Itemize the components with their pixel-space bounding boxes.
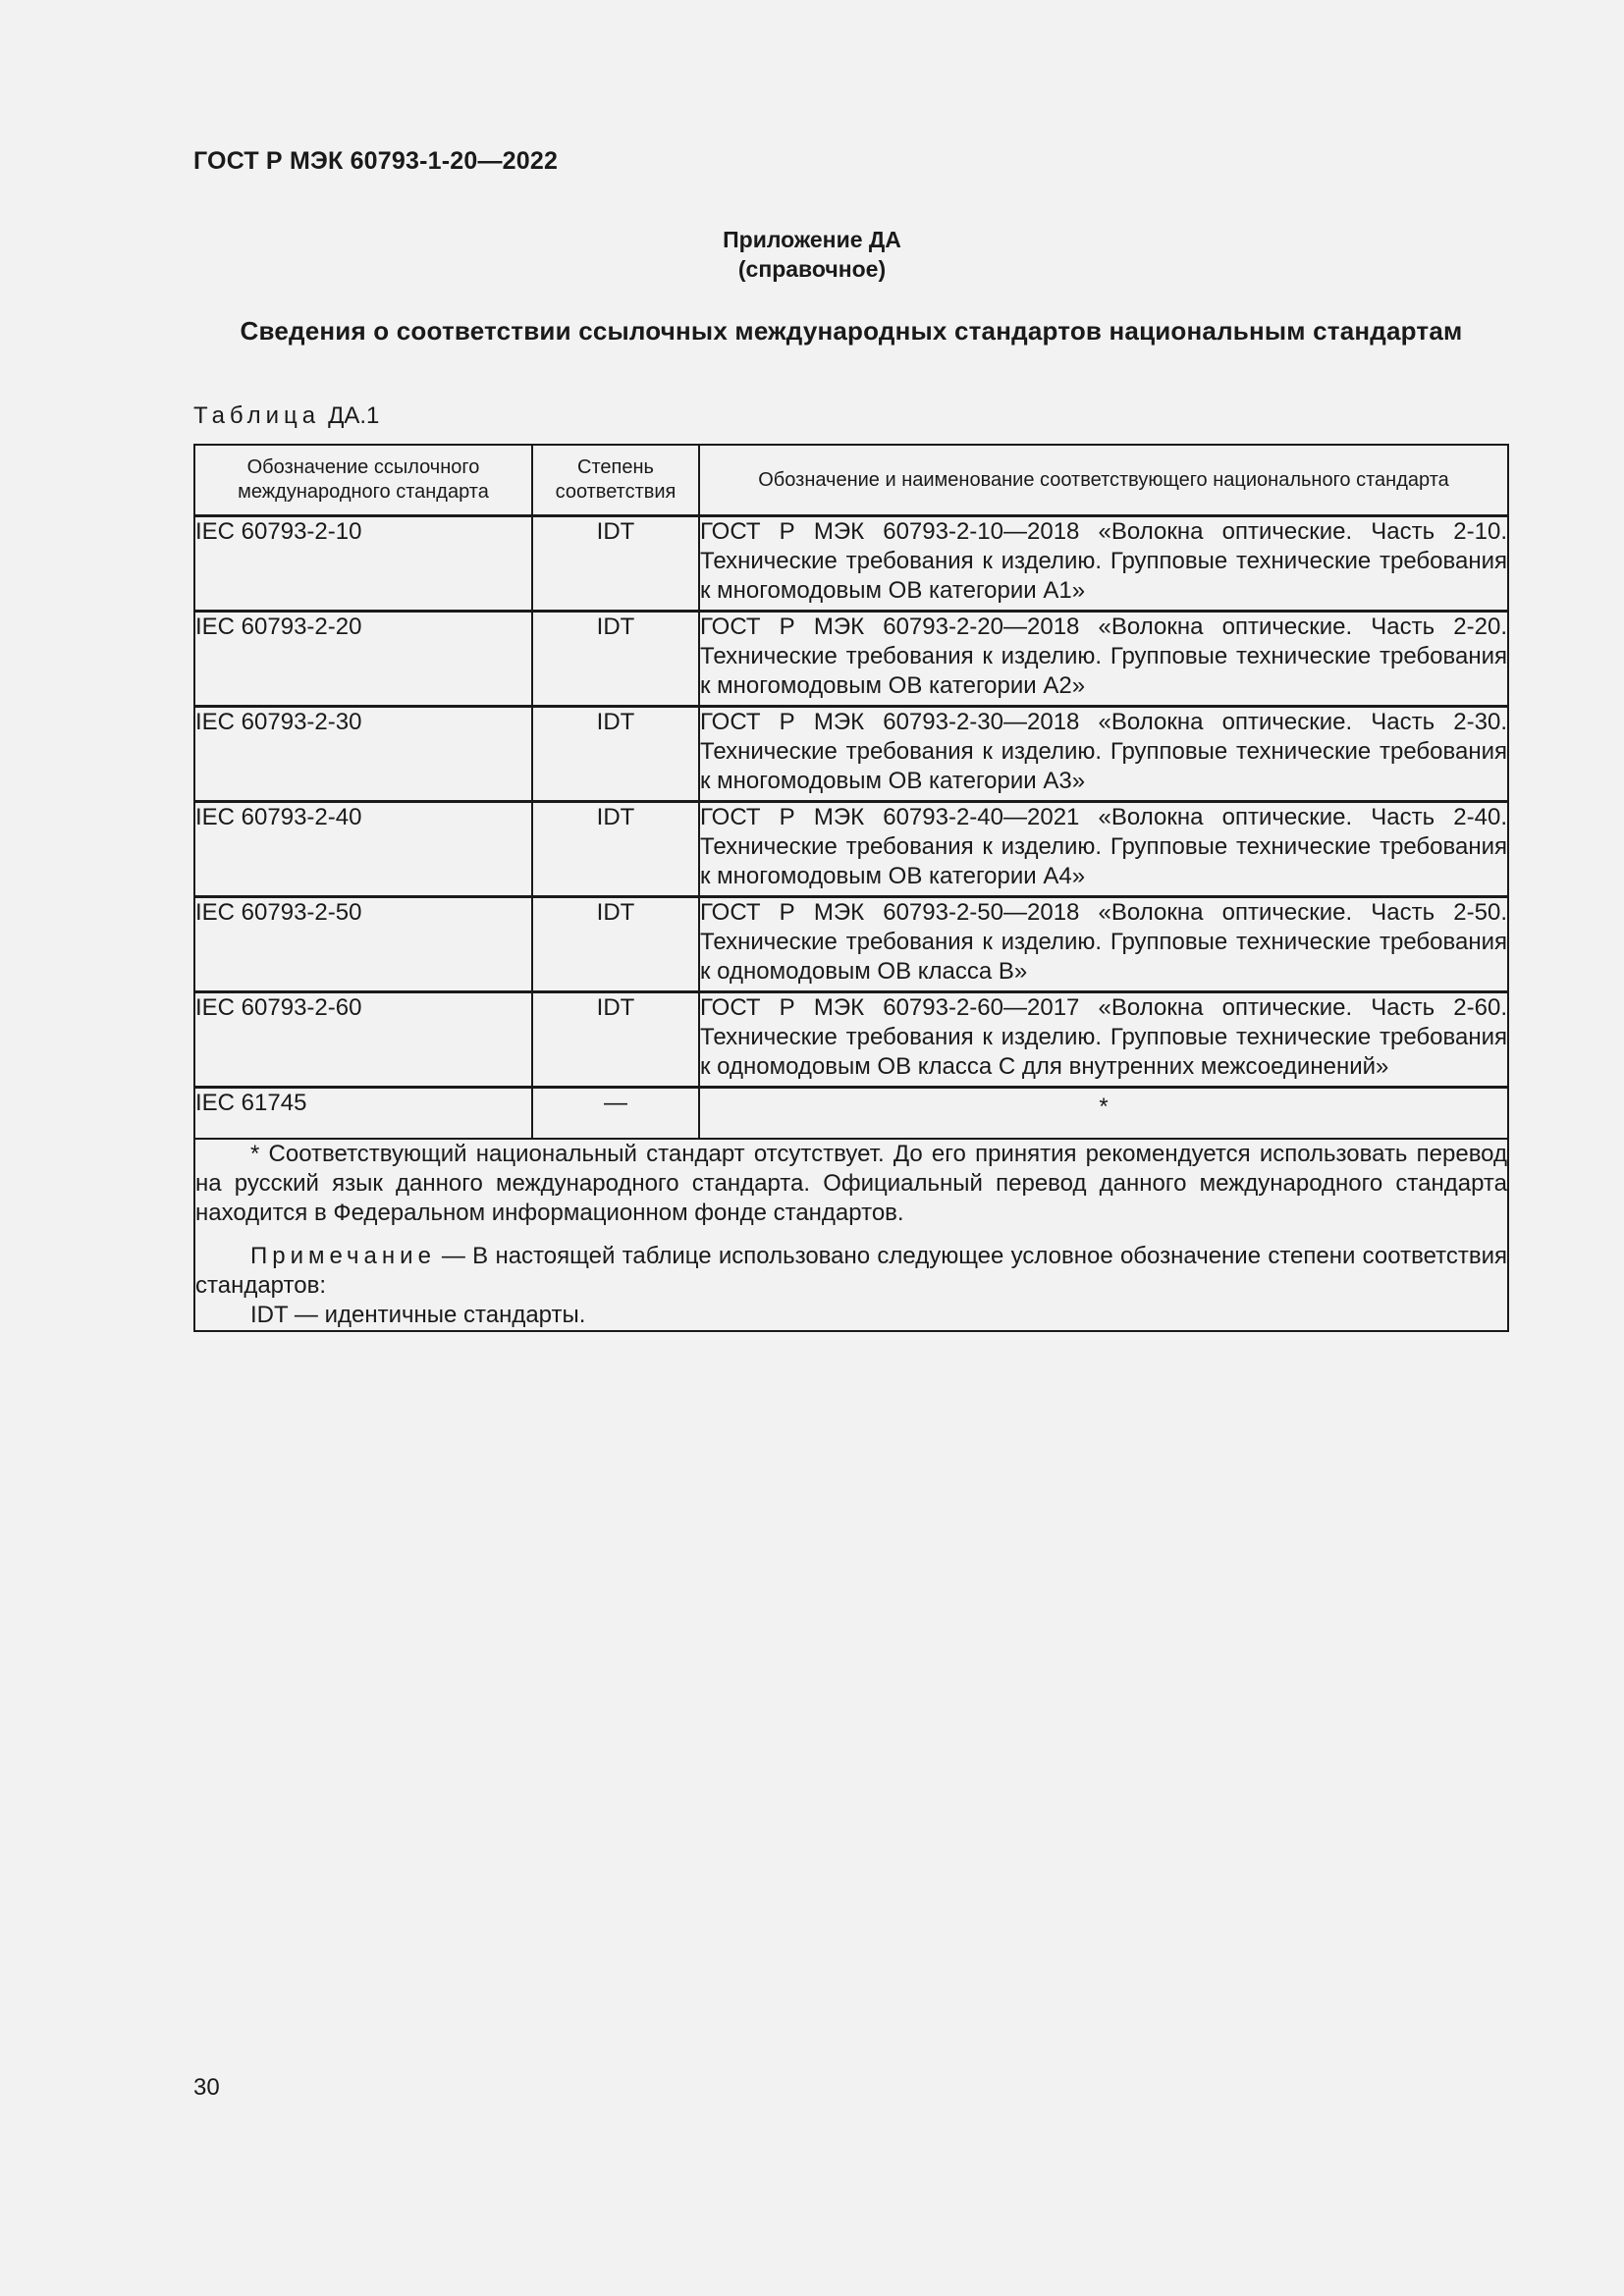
section-title: Сведения о соответствии ссылочных международных стандартов национальным стандартам [240,316,1463,346]
cell-degree: IDT [532,802,699,897]
cell-national: ГОСТ Р МЭК 60793-2-30—2018 «Волокна оптические. Часть 2-30. Технические требования к изделию. Групповые технические требования к многомодовым ОВ категории А3» [699,707,1508,802]
table-notes [194,1139,1508,1331]
cell-degree: IDT [532,992,699,1088]
cell-national: * [699,1088,1508,1140]
table-caption-label: Таблица [193,402,321,429]
cell-degree: IDT [532,897,699,992]
cell-ref: IEC 60793-2-40 [194,802,532,897]
header-ref-line1: Обозначение ссылочного [246,456,480,478]
table-row [194,612,1508,707]
table-row [194,897,1508,992]
cell-national: ГОСТ Р МЭК 60793-2-10—2018 «Волокна оптические. Часть 2-10. Технические требования к изделию. Групповые технические требования к многомодовым ОВ категории А1» [699,516,1508,612]
table-footnote: * Соответствующий национальный стандарт отсутствует. До его принятия рекомендуется использовать перевод на русский язык данного международного стандарта. Официальный перевод данного международного стандарта находится в Федеральном информационном фонде стандартов. [195,1141,1507,1226]
table-caption-number: ДА.1 [328,402,380,429]
cell-ref: IEC 60793-2-20 [194,612,532,707]
cell-ref: IEC 60793-2-50 [194,897,532,992]
cell-ref: IEC 61745 [194,1088,532,1140]
document-code: ГОСТ Р МЭК 60793-1-20—2022 [193,147,559,175]
appendix-title: Приложение ДА [723,227,901,252]
header-ref-standard [194,445,532,516]
appendix-heading [0,225,1624,284]
note-text: — В настоящей таблице использовано следующее условное обозначение степени соответствия стандартов: [195,1243,1507,1299]
table-caption [193,402,379,430]
cell-national: ГОСТ Р МЭК 60793-2-60—2017 «Волокна оптические. Часть 2-60. Технические требования к изделию. Групповые технические требования к одномодовым ОВ класса С для внутренних межсоединений» [699,992,1508,1088]
cell-degree: IDT [532,516,699,612]
cell-national: ГОСТ Р МЭК 60793-2-50—2018 «Волокна оптические. Часть 2-50. Технические требования к изделию. Групповые технические требования к одномодовым ОВ класса В» [699,897,1508,992]
page-number: 30 [193,2074,220,2101]
header-national-standard: Обозначение и наименование соответствующего национального стандарта [699,445,1508,516]
note-label: Примечание [250,1243,436,1269]
table-row [194,1088,1508,1140]
appendix-subtitle: (справочное) [737,256,887,282]
table-row [194,802,1508,897]
cell-national: ГОСТ Р МЭК 60793-2-40—2021 «Волокна оптические. Часть 2-40. Технические требования к изделию. Групповые технические требования к многомодовым ОВ категории А4» [699,802,1508,897]
table-notes-row [194,1139,1508,1331]
cell-ref: IEC 60793-2-10 [194,516,532,612]
table-row [194,516,1508,612]
table-row [194,707,1508,802]
header-degree [532,445,699,516]
note-idt-definition: IDT — идентичные стандарты. [250,1302,586,1328]
header-ref-line2: международного стандарта [238,481,489,503]
cell-ref: IEC 60793-2-30 [194,707,532,802]
cell-national: ГОСТ Р МЭК 60793-2-20—2018 «Волокна оптические. Часть 2-20. Технические требования к изделию. Групповые технические требования к многомодовым ОВ категории А2» [699,612,1508,707]
standards-table [193,444,1509,1332]
cell-degree: IDT [532,707,699,802]
header-degree-line2: соответствия [555,481,677,503]
cell-degree: — [532,1088,699,1140]
table-note [195,1242,1507,1301]
table-header-row [194,445,1508,516]
cell-degree: IDT [532,612,699,707]
header-degree-line1: Степень [577,456,654,478]
cell-ref: IEC 60793-2-60 [194,992,532,1088]
table-row [194,992,1508,1088]
